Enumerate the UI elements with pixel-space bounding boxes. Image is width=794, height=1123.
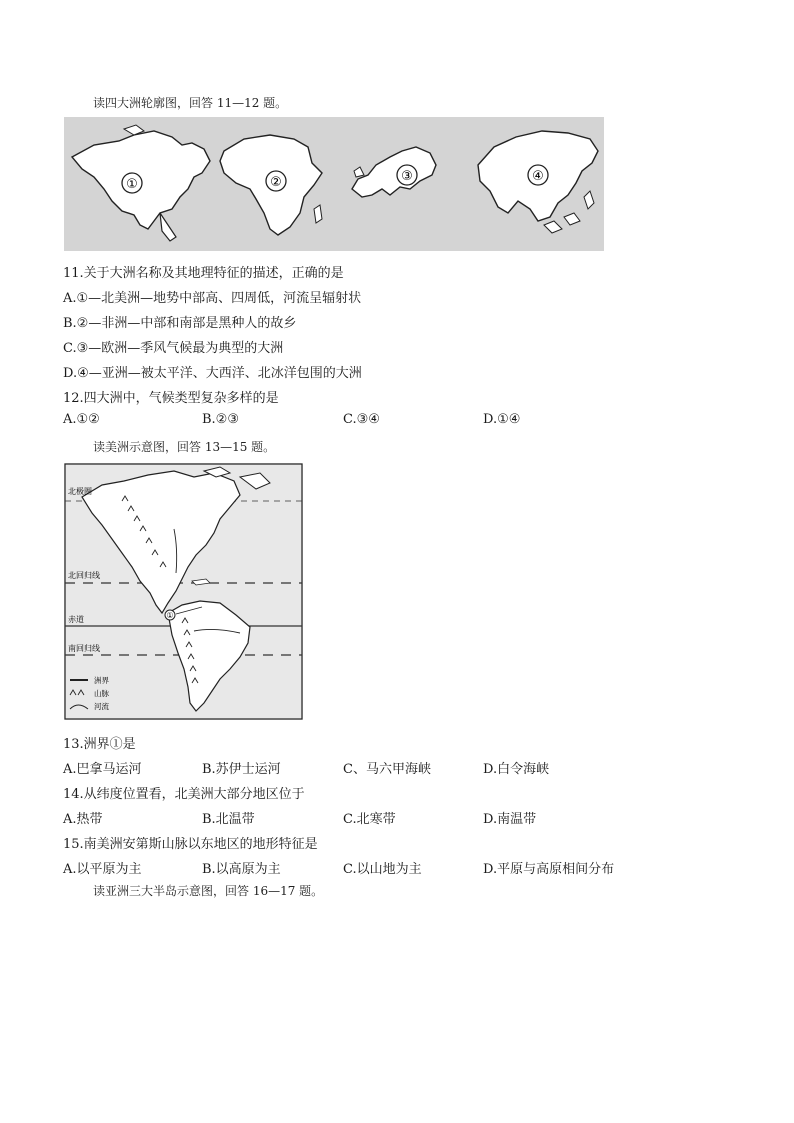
q13-option-c: C、马六甲海峡 — [343, 762, 431, 777]
svg-text:山脉: 山脉 — [94, 689, 109, 698]
intro-q13-15: 读美洲示意图，回答 13—15 题。 — [93, 440, 276, 454]
label-circle-3 — [397, 165, 417, 185]
q12-option-a: A.①② — [63, 412, 100, 427]
q13-stem: 13.洲界①是 — [63, 737, 136, 752]
q13-option-a: A.巴拿马运河 — [63, 762, 142, 777]
q15-option-d: D.平原与高原相间分布 — [483, 862, 615, 877]
q11-option-d: D.④—亚洲—被太平洋、大西洋、北冰洋包围的大洲 — [63, 366, 362, 381]
americas-map — [64, 463, 303, 720]
south-america-shape — [168, 601, 250, 711]
q12-option-c: C.③④ — [343, 412, 380, 427]
q15-option-c: C.以山地为主 — [343, 862, 422, 877]
q15-option-a: A.以平原为主 — [63, 862, 142, 877]
q12-option-b: B.②③ — [202, 412, 239, 427]
svg-text:河流: 河流 — [94, 702, 109, 711]
q14-option-b: B.北温带 — [202, 812, 255, 827]
q11-stem: 11.关于大洲名称及其地理特征的描述，正确的是 — [63, 266, 344, 281]
svg-text:洲界: 洲界 — [94, 676, 109, 685]
q14-stem: 14.从纬度位置看，北美洲大部分地区位于 — [63, 787, 305, 802]
intro-q11-12: 读四大洲轮廓图，回答 11—12 题。 — [93, 96, 288, 110]
q12-option-d: D.①④ — [483, 412, 521, 427]
europe-outline — [352, 147, 436, 197]
q14-option-c: C.北寒带 — [343, 812, 396, 827]
q14-option-d: D.南温带 — [483, 812, 537, 827]
svg-text:①: ① — [126, 177, 138, 192]
label-circle-4 — [528, 165, 548, 185]
label-tropic-of-cancer: 北回归线 — [68, 571, 100, 580]
intro-q16-17: 读亚洲三大半岛示意图，回答 16—17 题。 — [93, 884, 324, 898]
svg-text:②: ② — [270, 175, 282, 190]
svg-text:③: ③ — [401, 169, 413, 184]
label-circle-2 — [266, 171, 286, 191]
label-equator: 赤道 — [68, 615, 84, 624]
q15-stem: 15.南美洲安第斯山脉以东地区的地形特征是 — [63, 837, 318, 852]
north-america-shape — [82, 471, 240, 613]
q13-option-d: D.白令海峡 — [483, 762, 550, 777]
q11-option-c: C.③—欧洲—季风气候最为典型的大洲 — [63, 341, 284, 356]
q14-option-a: A.热带 — [63, 812, 103, 827]
label-tropic-of-capricorn: 南回归线 — [68, 644, 100, 653]
q11-option-a: A.①—北美洲—地势中部高、四周低，河流呈辐射状 — [63, 291, 362, 306]
boundary-marker-1: ① — [166, 611, 174, 620]
svg-text:④: ④ — [532, 169, 544, 184]
map-legend — [70, 675, 109, 711]
q13-option-b: B.苏伊士运河 — [202, 762, 281, 777]
q15-option-b: B.以高原为主 — [202, 862, 281, 877]
label-arctic-circle: 北极圈 — [68, 487, 92, 496]
q12-stem: 12.四大洲中，气候类型复杂多样的是 — [63, 391, 279, 406]
continents-outline-map — [64, 117, 604, 251]
q11-option-b: B.②—非洲—中部和南部是黑种人的故乡 — [63, 316, 297, 331]
label-circle-1 — [122, 173, 142, 193]
